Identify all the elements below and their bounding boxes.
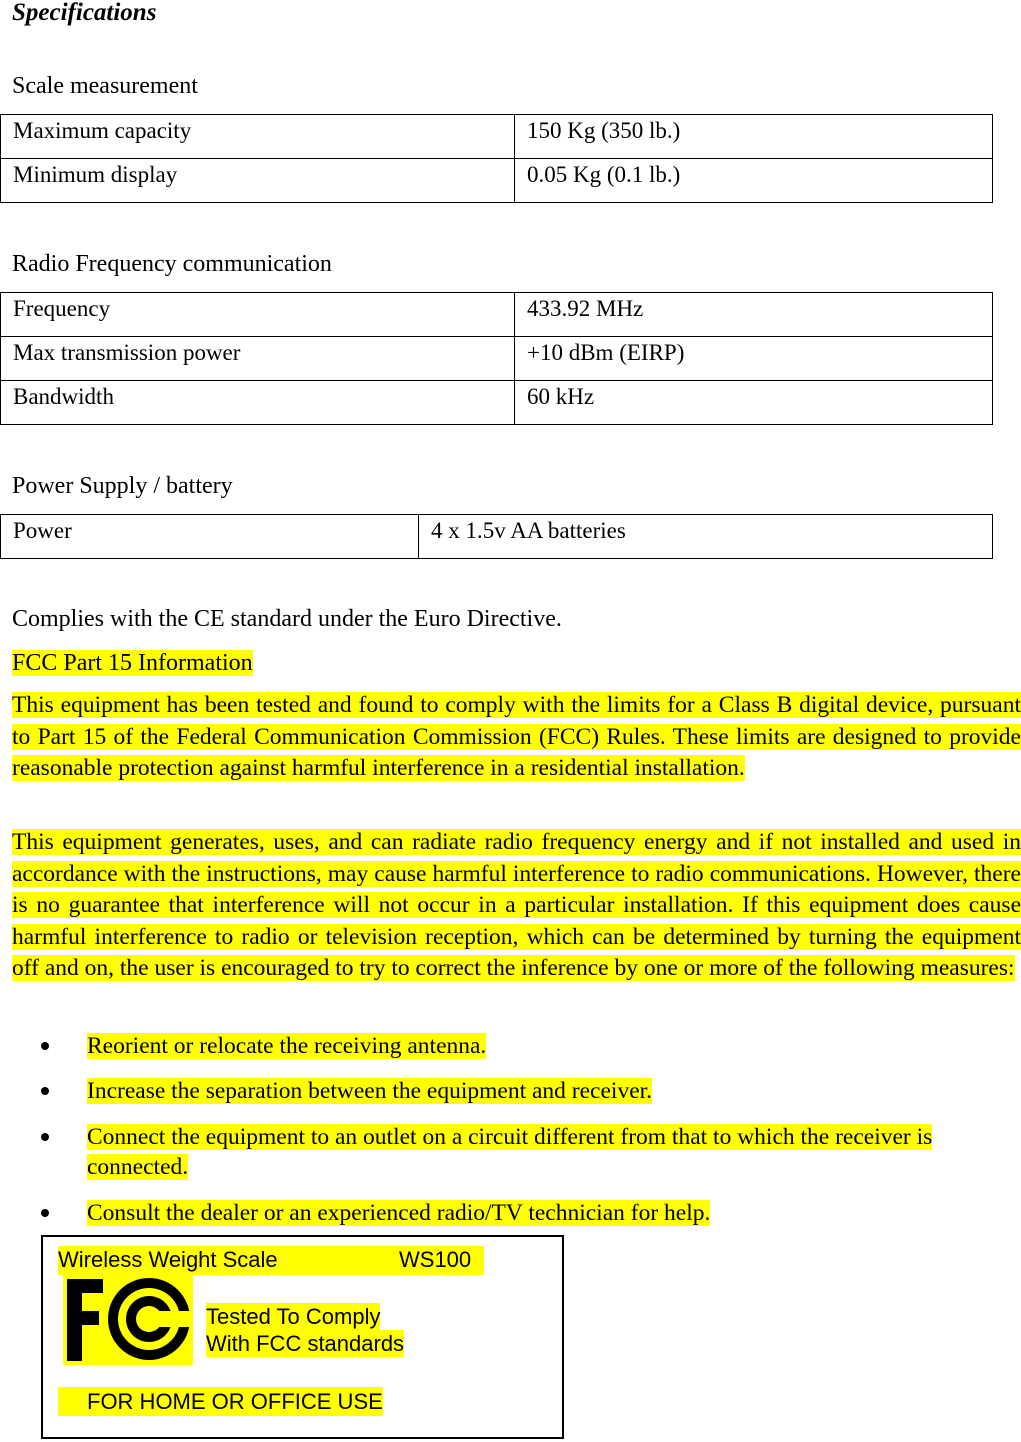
bullet-icon — [41, 1087, 49, 1095]
power-heading: Power Supply / battery — [12, 473, 233, 499]
spec-label: Power — [1, 515, 419, 559]
fcc-paragraph-2-text: This equipment generates, uses, and can radiate radio frequency energy and if not installed and used in accordance with the instructions, may cause harmful interference to radio communications. However, there is no guarantee that interference will not occur in a particular installation. If this equipment does cause harmful interference to radio or television reception, which can be determined by turning the equipment off and on, the user is encouraged to try to correct the inference by one or more of the following measures: — [12, 829, 1021, 981]
fcc-paragraph-2 — [12, 827, 1021, 985]
spec-value: +10 dBm (EIRP) — [515, 337, 993, 381]
power-table — [0, 514, 993, 559]
measure-text-1: Increase the separation between the equipment and receiver. — [87, 1078, 653, 1104]
radio-table — [0, 292, 993, 425]
bullet-icon — [41, 1133, 49, 1141]
spec-label: Bandwidth — [1, 381, 515, 425]
label-tested-line2: With FCC standards — [206, 1331, 405, 1356]
measure-text — [87, 1198, 947, 1228]
fcc-logo-icon — [63, 1273, 193, 1365]
measure-text-0: Reorient or relocate the receiving antenna. — [87, 1033, 487, 1059]
table-row — [1, 159, 993, 203]
table-row — [1, 293, 993, 337]
measure-text — [87, 1031, 947, 1061]
spec-value: 4 x 1.5v AA batteries — [419, 515, 993, 559]
label-tested-line1: Tested To Comply — [206, 1304, 381, 1329]
measure-text — [87, 1122, 957, 1182]
label-model: WS100 — [399, 1247, 472, 1272]
table-row — [1, 337, 993, 381]
spec-label: Frequency — [1, 293, 515, 337]
fcc-heading — [12, 649, 253, 677]
spec-value: 150 Kg (350 lb.) — [515, 115, 993, 159]
spec-value: 433.92 MHz — [515, 293, 993, 337]
spec-label: Maximum capacity — [1, 115, 515, 159]
scale-heading: Scale measurement — [12, 73, 198, 99]
measure-text — [87, 1076, 947, 1106]
radio-heading: Radio Frequency communication — [12, 251, 332, 277]
table-row — [1, 115, 993, 159]
spec-value: 60 kHz — [515, 381, 993, 425]
page-title: Specifications — [12, 0, 157, 26]
fcc-heading-text: FCC Part 15 Information — [12, 650, 253, 676]
fcc-paragraph-1-text: This equipment has been tested and found to comply with the limits for a Class B digital device, pursuant to Part 15 of the Federal Communication Commission (FCC) Rules. These limits are designed to provide reasonable protection against harmful interference in a residential installation. — [12, 692, 1021, 781]
scale-table — [0, 114, 993, 203]
label-product: Wireless Weight Scale — [58, 1247, 278, 1272]
spec-value: 0.05 Kg (0.1 lb.) — [515, 159, 993, 203]
bullet-icon — [41, 1209, 49, 1217]
bullet-icon — [41, 1042, 49, 1050]
label-product-line — [58, 1246, 484, 1275]
fcc-label — [41, 1235, 564, 1439]
measure-text-2: Connect the equipment to an outlet on a circuit different from that to which the receiver is connected. — [87, 1124, 933, 1180]
label-tested-block — [206, 1303, 404, 1357]
ce-statement: Complies with the CE standard under the Euro Directive. — [12, 606, 562, 632]
label-usage: FOR HOME OR OFFICE USE — [58, 1387, 383, 1416]
measure-text-3: Consult the dealer or an experienced radio/TV technician for help. — [87, 1200, 711, 1226]
fcc-paragraph-1 — [12, 690, 1021, 785]
table-row — [1, 515, 993, 559]
table-row — [1, 381, 993, 425]
spec-label: Minimum display — [1, 159, 515, 203]
spec-label: Max transmission power — [1, 337, 515, 381]
